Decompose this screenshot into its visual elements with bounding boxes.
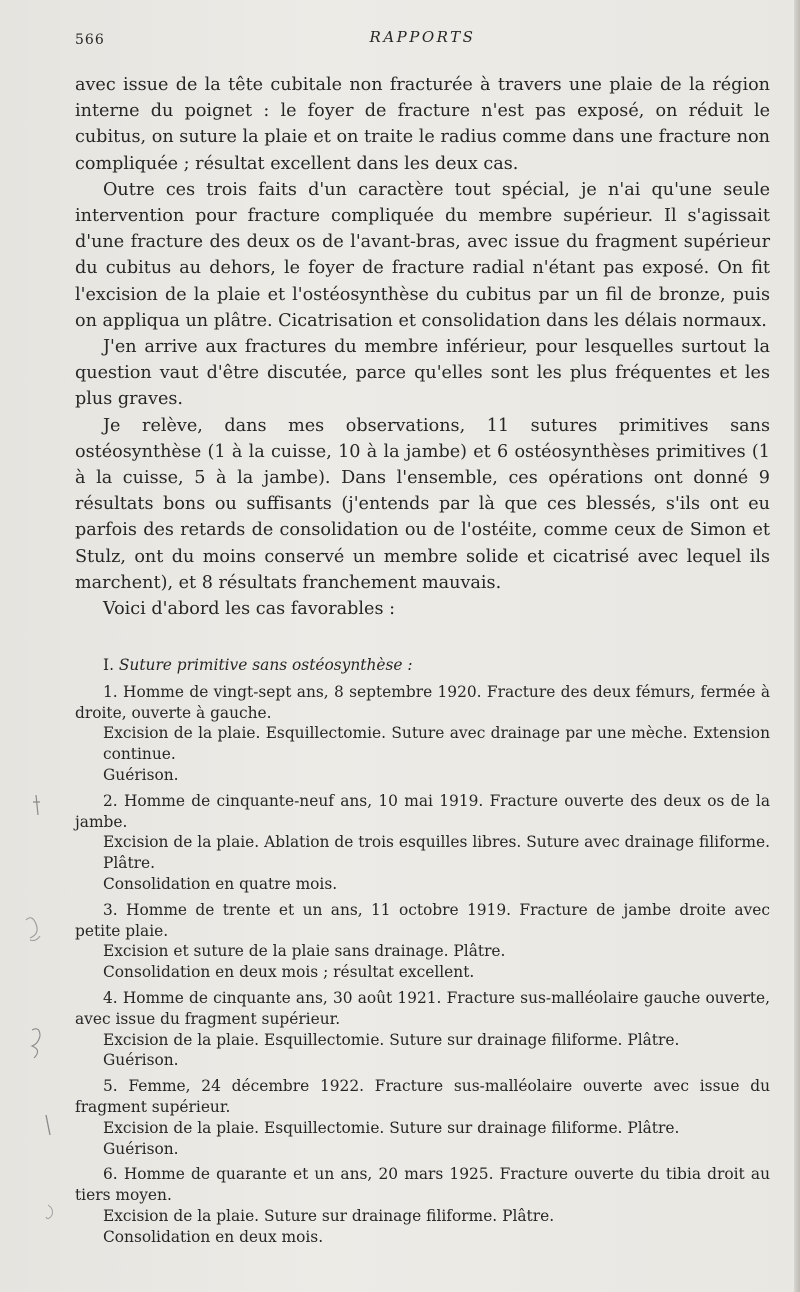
case-entry: [75, 1076, 770, 1159]
case-line: 4. Homme de cinquante ans, 30 août 1921. Fracture sus-malléolaire gauche ouverte, avec issue du fragment supérieur.: [75, 988, 770, 1028]
case-line: Consolidation en quatre mois.: [103, 874, 338, 893]
case-line: Excision de la plaie. Esquillectomie. Suture avec drainage par une mèche. Extension continue.: [103, 724, 770, 764]
case-line: 3. Homme de trente et un ans, 11 octobre 1919. Fracture de jambe droite avec petite plaie.: [75, 900, 770, 940]
case-line: Guérison.: [103, 765, 179, 784]
case-line: 1. Homme de vingt-sept ans, 8 septembre 1920. Fracture des deux fémurs, fermée à droite, ouverte à gauche.: [75, 682, 770, 722]
case-line: Excision de la plaie. Ablation de trois esquilles libres. Suture avec drainage filiforme. Plâtre.: [103, 833, 770, 873]
case-line: Excision et suture de la plaie sans drainage. Plâtre.: [103, 942, 506, 961]
section-heading: [75, 655, 770, 676]
body-text: [75, 72, 770, 622]
case-line: Consolidation en deux mois ; résultat excellent.: [103, 963, 475, 982]
page-edge-shadow: [794, 0, 800, 1292]
section-number: I.: [103, 656, 114, 674]
page-number: 566: [75, 32, 105, 48]
case-line: 2. Homme de cinquante-neuf ans, 10 mai 1919. Fracture ouverte des deux os de la jambe.: [75, 791, 770, 831]
paragraph: Outre ces trois faits d'un caractère tout spécial, je n'ai qu'une seule intervention pour fracture compliquée du membre supérieur. Il s'agissait d'une fracture des deux os de l'avant-bras, avec issue du fragment supérieur du cubitus au dehors, le foyer de fracture radial n'étant pas exposé. On fit l'excision de la plaie et l'ostéosynthèse du cubitus par un fil de bronze, puis on appliqua un plâtre. Cicatrisation et consolidation dans les délais normaux.: [75, 179, 770, 331]
paragraph: J'en arrive aux fractures du membre inférieur, pour lesquelles surtout la question vaut d'être discutée, parce qu'elles sont les plus fréquentes et les plus graves.: [75, 337, 770, 410]
case-line: Consolidation en deux mois.: [103, 1227, 324, 1246]
case-line: Guérison.: [103, 1051, 179, 1070]
section-title: Suture primitive sans ostéosynthèse :: [118, 656, 413, 674]
page-header: [75, 28, 770, 54]
case-list: [75, 655, 770, 1253]
paragraph: Voici d'abord les cas favorables :: [103, 599, 395, 620]
margin-pencil-marks: [18, 790, 58, 1240]
paragraph: avec issue de la tête cubitale non fracturée à travers une plaie de la région interne du poignet : le foyer de fracture n'est pas exposé, on réduit le cubitus, on suture la plaie et on traite le radius comme dans une fracture non compliquée ; résultat excellent dans les deux cas.: [75, 75, 770, 174]
case-line: Guérison.: [103, 1139, 179, 1158]
case-entry: [75, 900, 770, 983]
case-entry: [75, 988, 770, 1071]
case-line: 6. Homme de quarante et un ans, 20 mars 1925. Fracture ouverte du tibia droit au tiers moyen.: [75, 1165, 770, 1205]
case-line: Excision de la plaie. Esquillectomie. Suture sur drainage filiforme. Plâtre.: [103, 1030, 680, 1049]
case-line: 5. Femme, 24 décembre 1922. Fracture sus-malléolaire ouverte avec issue du fragment supérieur.: [75, 1077, 770, 1116]
paragraph: Je relève, dans mes observations, 11 sutures primitives sans ostéosynthèse (1 à la cuisse, 10 à la jambe) et 6 ostéosynthèses primitives (1 à la cuisse, 5 à la jambe). Dans l'ensemble, ces opérations ont donné 9 résultats bons ou suffisants (j'entends par là que ces blessés, s'ils ont eu parfois des retards de consolidation ou de l'ostéite, comme ceux de Simon et Stulz, ont du moins conservé un membre solide et cicatrisé avec lequel ils marchent), et 8 résultats franchement mauvais.: [75, 415, 770, 593]
running-head: RAPPORTS: [369, 28, 476, 46]
case-line: Excision de la plaie. Suture sur drainage filiforme. Plâtre.: [103, 1206, 555, 1225]
case-line: Excision de la plaie. Esquillectomie. Suture sur drainage filiforme. Plâtre.: [103, 1118, 680, 1137]
case-entry: [75, 791, 770, 895]
case-entry: [75, 1164, 770, 1247]
case-entry: [75, 682, 770, 786]
